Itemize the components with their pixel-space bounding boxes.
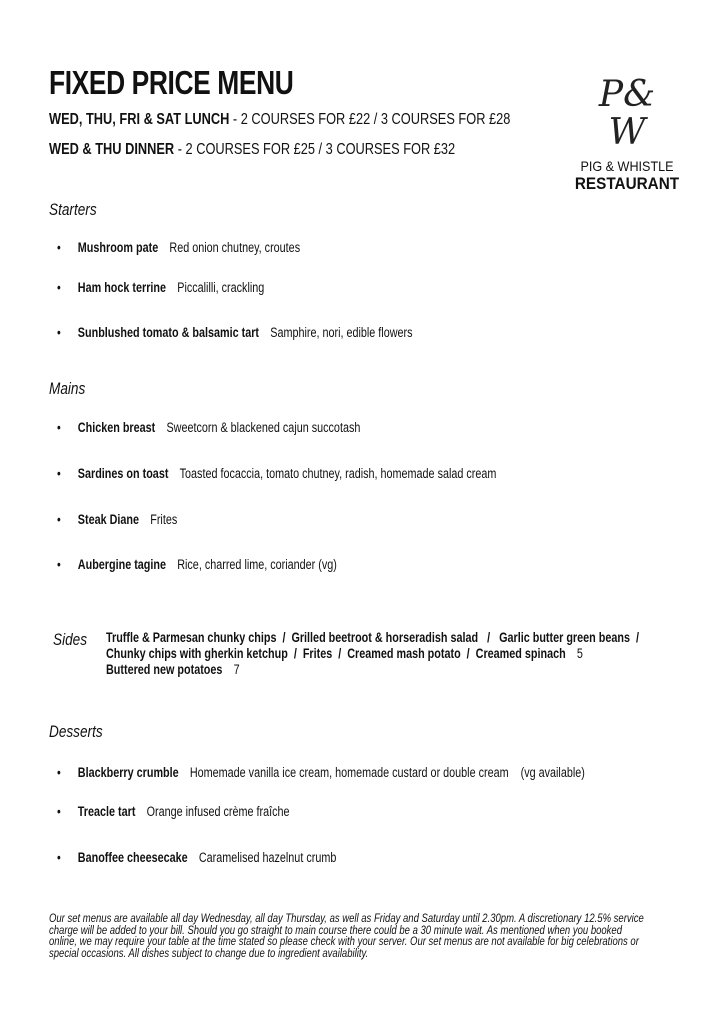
- bullet-icon: •: [57, 557, 61, 572]
- dinner-pricing: [49, 141, 455, 159]
- menu-item: [57, 240, 300, 255]
- sides-price: 5: [576, 646, 583, 661]
- section-heading-mains: Mains: [49, 379, 86, 398]
- section-heading-sides: Sides: [53, 630, 88, 649]
- bullet-icon: •: [57, 466, 61, 481]
- lunch-pricing: [49, 111, 510, 129]
- item-description: Caramelised hazelnut crumb: [198, 850, 337, 865]
- footer-note: Our set menus are available all day Wednesday, all day Thursday, as well as Friday and Saturday until 2.30pm. A discretionary 12.5% service charge will be added to your bill. Should you go straight to main course there could be a 30 minute wait. As mentioned when you booked online, we may require your table at the time stated so please check with your server. Our set menus are not available for big celebrations or special occasions. All dishes subject to change due to ingredient availability.: [49, 911, 644, 960]
- bullet-icon: •: [57, 420, 61, 435]
- menu-item: [57, 466, 496, 481]
- menu-item: [57, 557, 337, 572]
- menu-item: [57, 325, 413, 340]
- logo-subtitle: RESTAURANT: [574, 174, 680, 193]
- item-description: Homemade vanilla ice cream, homemade custard or double cream (vg available): [189, 765, 585, 780]
- menu-item: [57, 804, 290, 819]
- pricing-label: WED, THU, FRI & SAT LUNCH: [49, 111, 230, 128]
- sides-line: Truffle & Parmesan chunky chips / Grilled beetroot & horseradish salad / Garlic butter green beans /: [106, 630, 639, 645]
- item-name: Sunblushed tomato & balsamic tart: [77, 325, 260, 340]
- item-name: Aubergine tagine: [77, 557, 167, 572]
- item-name: Treacle tart: [77, 804, 136, 819]
- item-name: Blackberry crumble: [77, 765, 179, 780]
- bullet-icon: •: [57, 512, 61, 527]
- menu-item: [57, 280, 264, 295]
- bullet-icon: •: [57, 280, 61, 295]
- pricing-label: WED & THU DINNER: [49, 141, 175, 158]
- item-description: Toasted focaccia, tomato chutney, radish, homemade salad cream: [179, 466, 497, 481]
- item-description: Rice, charred lime, coriander (vg): [177, 557, 337, 572]
- bullet-icon: •: [57, 850, 61, 865]
- item-description: Samphire, nori, edible flowers: [270, 325, 413, 340]
- section-heading-desserts: Desserts: [49, 722, 103, 741]
- bullet-icon: •: [57, 325, 61, 340]
- menu-item: [57, 850, 336, 865]
- item-name: Sardines on toast: [77, 466, 169, 481]
- item-description: Red onion chutney, croutes: [169, 240, 301, 255]
- item-description: Orange infused crème fraîche: [146, 804, 290, 819]
- item-name: Ham hock terrine: [77, 280, 167, 295]
- pricing-detail: - 2 COURSES FOR £22 / 3 COURSES FOR £28: [229, 111, 511, 128]
- item-description: Piccalilli, crackling: [177, 280, 265, 295]
- item-description: Frites: [150, 512, 178, 527]
- logo-name: PIG & WHISTLE: [580, 158, 674, 174]
- page-title: FIXED PRICE MENU: [49, 64, 294, 101]
- item-name: Mushroom pate: [77, 240, 159, 255]
- menu-item: [57, 420, 360, 435]
- menu-item: [57, 512, 177, 527]
- sides-price: 7: [233, 662, 240, 677]
- bullet-icon: •: [57, 240, 61, 255]
- restaurant-logo: [566, 76, 688, 194]
- item-description: Sweetcorn & blackened cajun succotash: [166, 420, 361, 435]
- item-name: Steak Diane: [77, 512, 140, 527]
- sides-line: Chunky chips with gherkin ketchup / Frites / Creamed mash potato / Creamed spinach: [106, 646, 566, 661]
- bullet-icon: •: [57, 804, 61, 819]
- item-name: Chicken breast: [77, 420, 156, 435]
- logo-monogram: P& W: [598, 74, 656, 153]
- menu-item: [57, 765, 585, 780]
- section-heading-starters: Starters: [49, 200, 97, 219]
- sides-line: Buttered new potatoes: [106, 662, 223, 677]
- pricing-detail: - 2 COURSES FOR £25 / 3 COURSES FOR £32: [174, 141, 456, 158]
- item-name: Banoffee cheesecake: [77, 850, 188, 865]
- bullet-icon: •: [57, 765, 61, 780]
- sides-list: [106, 630, 639, 678]
